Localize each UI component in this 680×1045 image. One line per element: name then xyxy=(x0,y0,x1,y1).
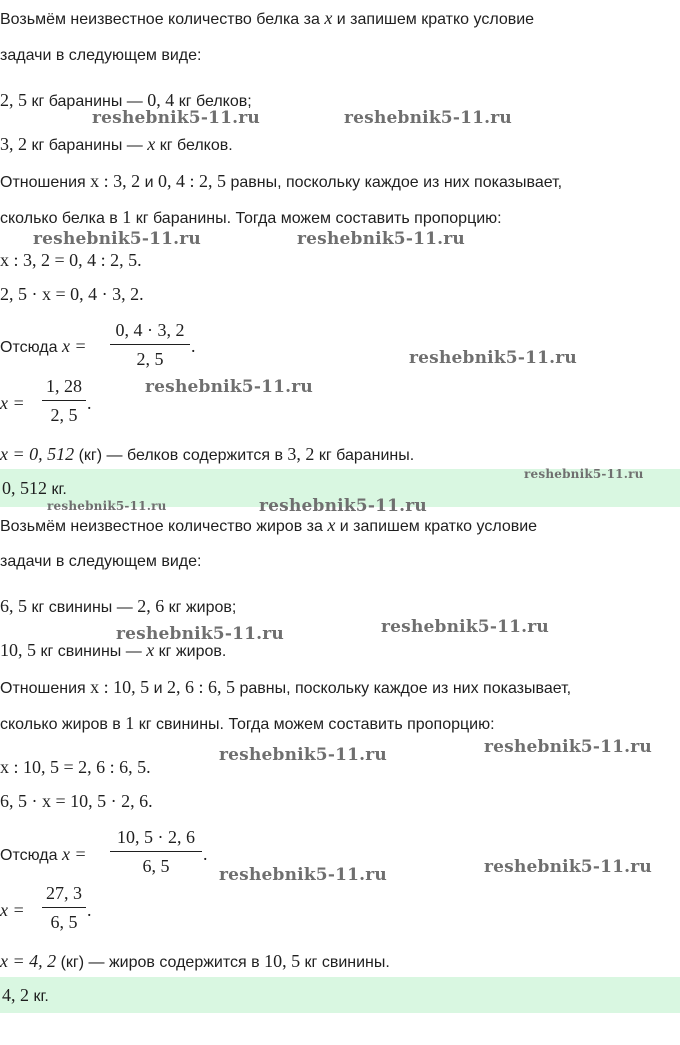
p1-hence-line: Отсюда x = xyxy=(0,336,87,356)
p1-var-x: x xyxy=(324,8,333,28)
p2-condition-1: 6, 5 кг свинины — 2, 6 кг жиров; xyxy=(0,596,237,616)
p2-answer-box xyxy=(0,977,680,1013)
watermark: reshebnik5-11.ru xyxy=(145,377,313,397)
watermark: reshebnik5-11.ru xyxy=(259,496,427,516)
p1-proportion: x : 3, 2 = 0, 4 : 2, 5. xyxy=(0,250,142,270)
p2-proportion: x : 10, 5 = 2, 6 : 6, 5. xyxy=(0,757,151,777)
p2-x-eq-2: x = xyxy=(0,900,25,920)
p2-equation: 6, 5 · x = 10, 5 · 2, 6. xyxy=(0,791,153,811)
watermark: reshebnik5-11.ru xyxy=(344,108,512,128)
p2-intro-line1 xyxy=(0,514,537,536)
p2-intro-line2: задачи в следующем виде: xyxy=(0,553,202,570)
p2-condition-2: 10, 5 кг свинины — x кг жиров. xyxy=(0,640,227,660)
p2-answer: 4, 2 кг. xyxy=(2,985,49,1005)
p1-intro-line1 xyxy=(0,7,534,29)
p1-relation-line1: Отношения x : 3, 2 и 0, 4 : 2, 5 равны, поскольку каждое из них показывает, xyxy=(0,171,563,191)
p2-relation-line2: сколько жиров в 1 кг свинины. Тогда можем составить пропорцию: xyxy=(0,713,495,733)
p1-fraction-2: 1, 28 2, 5 xyxy=(42,374,86,427)
watermark: reshebnik5-11.ru xyxy=(92,108,260,128)
p2-var-x: x xyxy=(327,515,336,535)
p1-condition-1: 2, 5 кг баранины — 0, 4 кг белков; xyxy=(0,90,252,110)
watermark: reshebnik5-11.ru xyxy=(524,467,644,481)
p2-result: x = 4, 2 (кг) — жиров содержится в 10, 5 кг свинины. xyxy=(0,951,390,971)
p1-intro-line2: задачи в следующем виде: xyxy=(0,47,202,64)
p2-fraction-1: 10, 5 · 2, 6 6, 5 xyxy=(110,825,202,878)
p2-intro-end: и запишем кратко условие xyxy=(339,518,538,535)
p1-condition-2: 3, 2 кг баранины — x кг белков. xyxy=(0,134,233,154)
p2-intro-text: Возьмём неизвестное количество жиров за xyxy=(0,518,323,535)
watermark: reshebnik5-11.ru xyxy=(33,229,201,249)
watermark: reshebnik5-11.ru xyxy=(47,499,167,513)
p2-hence-line: Отсюда x = xyxy=(0,844,87,864)
p1-result: x = 0, 512 (кг) — белков содержится в 3, 2 кг баранины. xyxy=(0,444,415,464)
watermark: reshebnik5-11.ru xyxy=(116,624,284,644)
p1-relation-line2: сколько белка в 1 кг баранины. Тогда можем составить пропорцию: xyxy=(0,207,502,227)
p1-fraction-1: 0, 4 · 3, 2 2, 5 xyxy=(110,318,190,371)
p1-answer: 0, 512 кг. xyxy=(2,478,67,498)
p1-equation: 2, 5 · x = 0, 4 · 3, 2. xyxy=(0,284,144,304)
watermark: reshebnik5-11.ru xyxy=(484,857,652,877)
p1-intro-text: Возьмём неизвестное количество белка за xyxy=(0,11,320,28)
p1-x-eq-2: x = xyxy=(0,393,25,413)
p1-intro-end: и запишем кратко условие xyxy=(336,11,535,28)
watermark: reshebnik5-11.ru xyxy=(484,737,652,757)
watermark: reshebnik5-11.ru xyxy=(219,865,387,885)
watermark: reshebnik5-11.ru xyxy=(409,348,577,368)
watermark: reshebnik5-11.ru xyxy=(381,617,549,637)
watermark: reshebnik5-11.ru xyxy=(297,229,465,249)
watermark: reshebnik5-11.ru xyxy=(219,745,387,765)
p2-relation-line1: Отношения x : 10, 5 и 2, 6 : 6, 5 равны, поскольку каждое из них показывает, xyxy=(0,677,572,697)
p2-fraction-2: 27, 3 6, 5 xyxy=(42,881,86,934)
